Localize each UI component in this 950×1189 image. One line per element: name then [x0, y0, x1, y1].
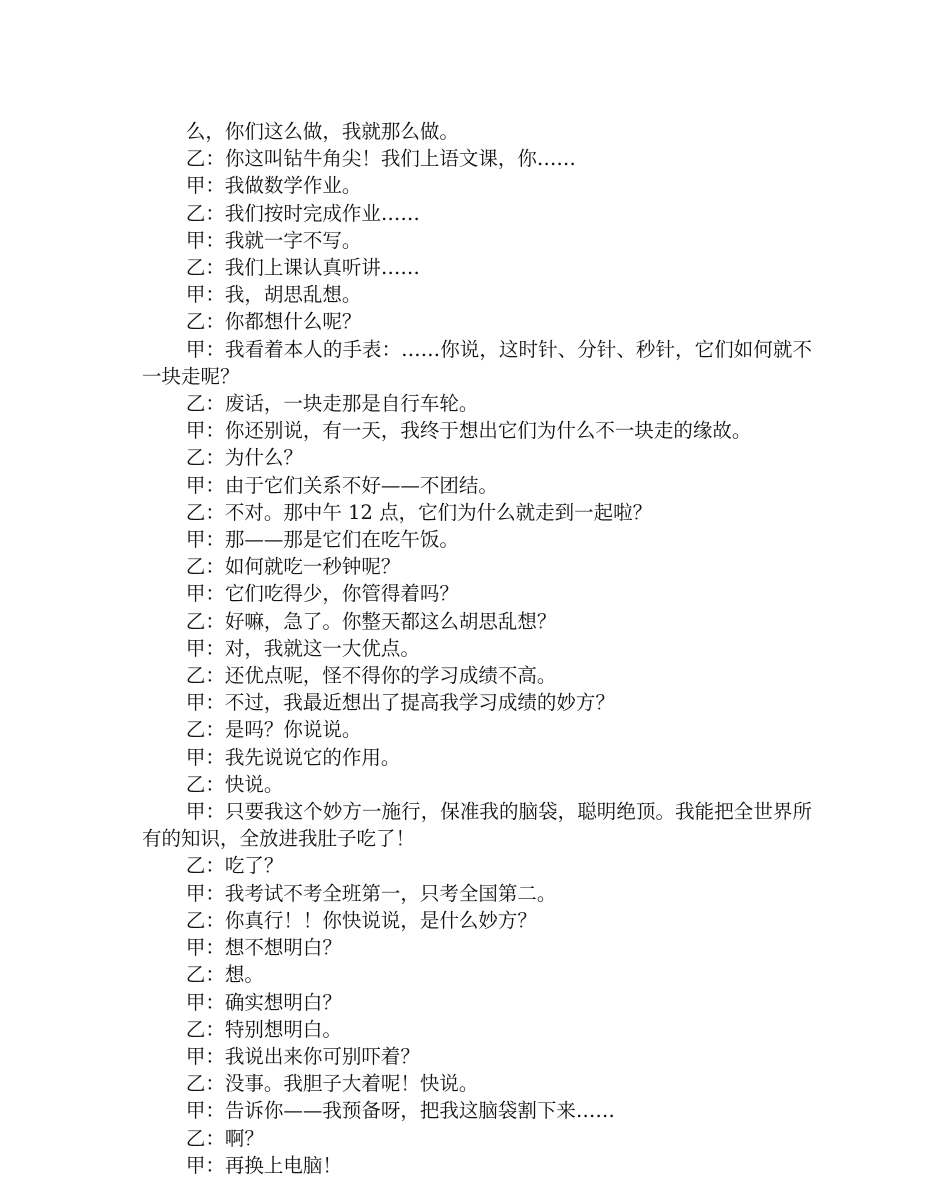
dialogue-line: 乙：没事。我胆子大着呢！快说。 — [185, 1072, 479, 1096]
dialogue-text — [142, 118, 812, 1179]
dialogue-line: 乙：为什么？ — [185, 446, 303, 470]
dialogue-line: 甲：告诉你——我预备呀，把我这脑袋割下来…… — [185, 1099, 615, 1123]
dialogue-line: 甲：我就一字不写。 — [185, 228, 362, 252]
dialogue-line: 甲：那——那是它们在吃午饭。 — [185, 528, 459, 552]
dialogue-line: 乙：特别想明白。 — [185, 1017, 342, 1041]
dialogue-line: 乙：废话，一块走那是自行车轮。 — [185, 392, 479, 416]
dialogue-line: 甲：想不想明白？ — [185, 936, 342, 960]
dialogue-line: 甲：只要我这个妙方一施行，保准我的脑袋，聪明绝顶。我能把全世界所有的知识，全放进我肚子吃了！ — [142, 800, 812, 851]
dialogue-line: 乙：你都想什么呢？ — [185, 310, 362, 334]
dialogue-line: 甲：我说出来你可别吓着？ — [185, 1044, 420, 1068]
dialogue-line: 甲：我，胡思乱想。 — [185, 283, 362, 307]
dialogue-line: 甲：我先说说它的作用。 — [185, 745, 401, 769]
dialogue-line: 甲：再换上电脑！ — [185, 1153, 342, 1177]
dialogue-line: 甲：它们吃得少，你管得着吗？ — [185, 582, 459, 606]
dialogue-line: 乙：还优点呢，怪不得你的学习成绩不高。 — [185, 664, 557, 688]
dialogue-line: 甲：确实想明白？ — [185, 990, 342, 1014]
dialogue-line: 乙：想。 — [185, 963, 264, 987]
dialogue-line: 乙：好嘛，急了。你整天都这么胡思乱想？ — [185, 609, 557, 633]
dialogue-line: 甲：你还别说，有一天，我终于想出它们为什么不一块走的缘故。 — [185, 419, 752, 443]
dialogue-line: 甲：我考试不考全班第一，只考全国第二。 — [185, 881, 557, 905]
dialogue-line: 甲：由于它们关系不好——不团结。 — [185, 473, 498, 497]
dialogue-line: 甲：我做数学作业。 — [185, 174, 362, 198]
dialogue-line: 乙：吃了？ — [185, 854, 284, 878]
dialogue-line: 乙：我们上课认真听讲…… — [185, 256, 420, 280]
dialogue-line: 甲：我看着本人的手表：……你说，这时针、分针、秒针，它们如何就不一块走呢？ — [142, 337, 812, 388]
dialogue-line: 么，你们这么做，我就那么做。 — [185, 120, 459, 143]
dialogue-line: 甲：对，我就这一大优点。 — [185, 636, 420, 660]
dialogue-line: 乙：不对。那中午 12 点，它们为什么就走到一起啦？ — [185, 500, 653, 524]
dialogue-line: 乙：快说。 — [185, 772, 284, 796]
dialogue-line: 乙：你这叫钻牛角尖！我们上语文课，你…… — [185, 147, 576, 171]
dialogue-line: 乙：啊？ — [185, 1126, 264, 1150]
dialogue-line: 乙：如何就吃一秒钟呢？ — [185, 555, 401, 579]
dialogue-line: 乙：你真行！！你快说说，是什么妙方？ — [185, 908, 537, 932]
dialogue-line: 乙：是吗？你说说。 — [185, 718, 362, 742]
dialogue-line: 乙：我们按时完成作业…… — [185, 201, 420, 225]
dialogue-line: 甲：不过，我最近想出了提高我学习成绩的妙方？ — [185, 691, 615, 715]
